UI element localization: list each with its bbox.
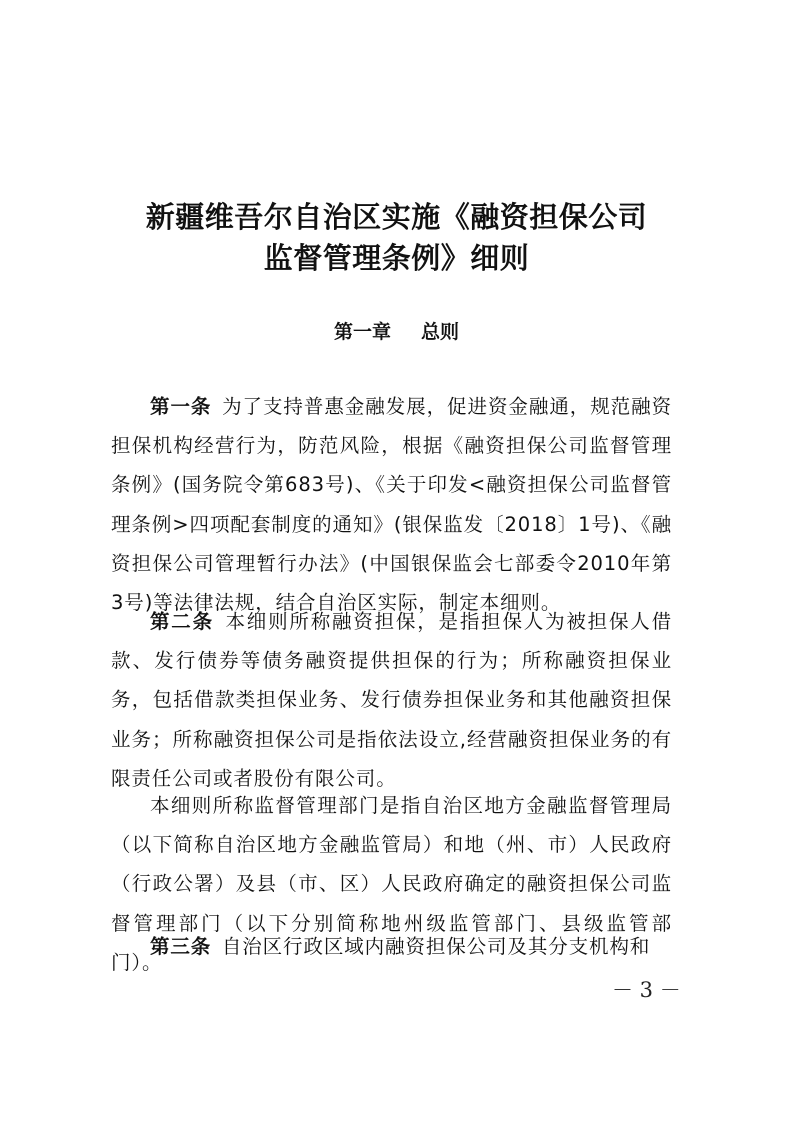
chapter-heading (0, 319, 793, 345)
article-3-paragraph (111, 927, 672, 966)
article-2-paragraph (111, 602, 672, 798)
article-1-text: 为了支持普惠金融发展，促进资金融通，规范融资担保机构经营行为，防范风险，根据《融资担保公司监督管理条例》(国务院令第683号)、《关于印发<融资担保公司监督管理条例>四项配套制度的通知》(银保监发〔2018〕1号)、《融资担保公司管理暂行办法》(中国银保监会七部委令2010年第3号)等法律法规，结合自治区实际，制定本细则。 (111, 395, 672, 615)
document-title-line-1: 新疆维吾尔自治区实施《融资担保公司 (145, 200, 648, 234)
body-block-1 (111, 387, 672, 622)
article-1-paragraph (111, 387, 672, 622)
body-block-4 (111, 927, 672, 966)
article-1-heading: 第一条 (150, 395, 212, 418)
body-block-2 (111, 602, 672, 798)
article-2-heading: 第二条 (150, 610, 214, 633)
article-2-text: 本细则所称融资担保，是指担保人为被担保人借款、发行债券等债务融资提供担保的行为；所称融资担保业务，包括借款类担保业务、发行债券担保业务和其他融资担保业务；所称融资担保公司是指依法设立,经营融资担保业务的有限责任公司或者股份有限公司。 (111, 610, 672, 790)
chapter-title: 总则 (421, 321, 460, 343)
page-number: － 3 － (612, 978, 681, 1002)
article-3-heading: 第三条 (150, 935, 212, 958)
document-title-line-2: 监督管理条例》细则 (263, 241, 530, 275)
article-3-text: 自治区行政区域内融资担保公司及其分支机构和 (221, 935, 651, 958)
article-2-continuation-text: 本细则所称监督管理部门是指自治区地方金融监督管理局（以下简称自治区地方金融监管局）和地（州、市）人民政府（行政公署）及县（市、区）人民政府确定的融资担保公司监督管理部门（以下分别简称地州级监管部门、县级监管部门）。 (111, 794, 672, 974)
chapter-number: 第一章 (333, 321, 391, 343)
